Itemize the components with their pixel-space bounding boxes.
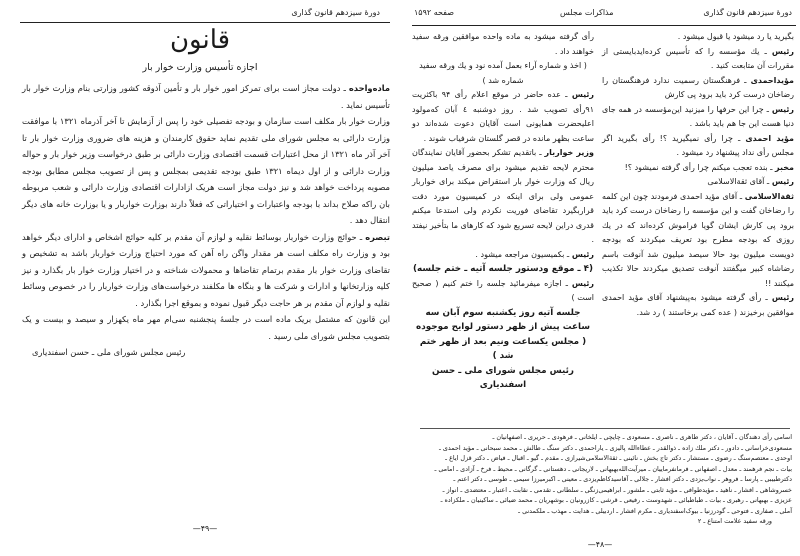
speech-text: ـ فرهنگستان رسمیت ندارد فرهنگستان را رضاخان درست کرد باید برود پی کارش <box>602 75 794 99</box>
speech <box>412 88 594 146</box>
speaker: وزیر خواربار <box>544 148 594 157</box>
speech <box>412 30 594 59</box>
page-header-title: مذاکرات مجلس <box>560 8 614 17</box>
speaker: رئیس <box>771 104 794 114</box>
note-paragraph <box>22 229 390 312</box>
right-page <box>400 0 800 556</box>
speaker: رئیس <box>771 46 794 56</box>
speaker: رئیس <box>571 278 594 288</box>
article-paragraph <box>22 80 390 113</box>
speech <box>602 45 794 74</box>
speech-text: ـ اجازه میفرمائید جلسه را ختم کنیم ( صحیح است ) <box>412 278 594 302</box>
voter-line: خسروشاهی ـ افشار ـ ناهید ـ مؤیدطوافی ـ مؤید ثابتی ـ ملشور ـ ابراهیمی‌زنگی ـ سلطانی ـ تقدمی ـ نقابت ـ اعتبار ـ معتضدی ـ انواز ـ <box>442 485 792 494</box>
speech <box>602 161 794 176</box>
header-rule <box>412 25 796 26</box>
speech-text: ـ آقای ثقة‌الاسلامی <box>707 177 772 186</box>
speech <box>602 190 794 292</box>
paragraph-lead: ماده‌واحده <box>348 83 390 93</box>
speaker: رئیس <box>571 90 594 99</box>
column-right <box>602 30 794 320</box>
voter-line: آملی ـ صفاری ـ فتوحی ـ گودرزنیا ـ بیوک‌اسفندیاری ـ مکرم افشار ـ اردبیلی ـ هدایت ـ مهذب ـ ملکمدنی ـ <box>518 506 792 515</box>
left-page-header: دورهٔ سیزدهم قانون گذاری <box>291 8 380 17</box>
speaker: مؤید احمدی <box>745 133 795 143</box>
speaker: رئیس <box>571 249 594 259</box>
speech-text: ـ عده حاضر در موقع اعلام رأی ۹۴ باکثریت ۹۱رأی تصویب شد . روز دوشنبه ٤ آبان که‌مولود اعلیحضرت همایونی است آقایان دعوت شده‌اند دو ساعت بظهر مانده در قصر گلستان شرفیاب شوند . <box>412 90 595 143</box>
law-body <box>22 80 390 361</box>
page-number: —۴۹— <box>192 524 218 533</box>
article-paragraph <box>22 113 390 229</box>
header-rule <box>20 22 390 23</box>
speech-text: ـ بکمیسیون مراجعه میشود . <box>475 249 572 259</box>
speaker: رئیس <box>771 293 794 302</box>
paragraph-text: ـ حوائج وزارت خواربار بوسائط نقلیه و لوازم آن مقدم بر کلیه حوائج اشخاص و ادارای دیگر خواهد بود و وزارت راه مکلف است هر مقدار واگن راه آهن که مورد احتیاج وزارت خواربار باشد به تشخیص و تقاضای وزارت خوار بار مقدم برتمام تقاضاها و محمولات شناخته و در اختیار وزارت خوار بار بگذارد و نیز کلیه وزارتخانها و ادارات و شرکت ها و بنگاه ها مکلفند درخواست‌های وزارت خواربار را در خصوص وسائط نقلیه و لوازم آن مقدم بر هر حاجت دیگر قبول نموده و بموقع اجرا بگذارد . <box>22 231 390 308</box>
speech <box>602 291 794 320</box>
law-title: قانون <box>169 25 231 55</box>
vote-note <box>412 59 594 88</box>
page-header-page-number: صفحه ۱۵۹۲ <box>414 8 455 17</box>
voter-line: مسعودی‌خراسانی ـ دادور ـ دکتر ملك زاده ـ ذوالقدر ـ عطاءالله پالیزی ـ یاراحمدی ـ دکتر سنگ ـ طالش ـ محمد سبحانی ـ مؤید احمدی ـ <box>439 443 792 452</box>
speech <box>602 74 794 103</box>
speech <box>602 132 794 161</box>
votes-footnote <box>420 432 792 527</box>
speech-text: ـ یك مؤسسه را که تأسیس کرده‌اید‌بایستی از مقررات آن متابعت کنید . <box>602 46 794 70</box>
column-left <box>412 30 594 393</box>
law-subtitle: اجازه تأسیس وزارت خوار بار <box>142 62 258 73</box>
speech-text: بگیرید یا رد میشود یا قبول میشود . <box>677 32 794 41</box>
section-heading: (۴ ـ موقع ودستور جلسه آتیه ـ ختم جلسه) <box>413 264 593 274</box>
speech-text: ـ چرا رأی نمیگیرید ؟! رأی بگیرید اگر مجلس رأی نداد پیشنهاد رد میشود . <box>602 133 794 157</box>
speech-text: ـ باتقدیم تشکر بحضور آقایان نمایندگان محترم لایحه تقدیم میشود برای مصرف یاصد میلیون ریال که وزارت خوار بار استقراض میکند برای خواربار عمومی ولی برای اینکه در کمیسیون مورد دقت قراربگیرد تقاضای فوریت نکردم ولی استدعا میکنم قدری دراین لایحه تسریع شود که کارهای ما بتأخیر نیفتد . <box>412 148 594 244</box>
page-header-session: دورهٔ سیزدهم قانون گذاری <box>703 8 792 17</box>
speaker: رئیس <box>771 177 794 186</box>
voter-line: عزیزی ـ بهبهانی ـ رهبری ـ بیات ـ طباطبائی ـ شهدوست ـ رفیعی ـ قرشی ـ کازرونیان ـ بوشهریان ـ محمد ضیائی ـ ساکینیان ـ ملکزاده ـ <box>440 496 792 504</box>
speech-text: ـ بنده تعجب میکنم چرا رأی گرفته نمیشود ؟! <box>624 162 776 172</box>
footnote-rule <box>420 428 790 429</box>
voter-line: بیات ـ نجم فرهمند ـ معدل ـ اصفهانی ـ فرمانفرماییان ـ میرآیت‌الله‌بهبهانی ـ لاریجانی ـ دهستانی ـ گرگانی ـ محیط ـ فرخ ـ آزادی ـ امامی ـ <box>434 464 792 473</box>
speaker: ثقةالاسلامی <box>744 191 794 201</box>
speech-text: ـ آقای مؤید احمدی فرمودند چون این کلمه را رضاخان گفت و این مؤسسه را رضاخان درست کرد باید برود پی کارش ایشان گویا فراموش کرده‌اند که در یك روزی که بودجه مطرح بود تعریف میکردند که بودجه دویست میلیون بود حالا سیصد میلیون شد آنوقت باسم رضاشاه کبیر میگفتند آنوقت تصدیق میکردند حالا تکذیب میکنند !! <box>602 191 794 288</box>
speaker: مخبر <box>775 162 794 172</box>
speech <box>602 103 794 132</box>
speech-text: رأی گرفته میشود به ماده واحده موافقین ورقه سفید خواهند داد . <box>412 32 594 56</box>
enactment-paragraph <box>22 311 390 344</box>
voter-line: اسامی رأی دهندگان ـ آقایان ، دکتر طاهری ـ ناصری ـ مسعودی ـ چایچی ـ ایلخانی ـ فرهودی ـ حریری ـ اصفهانیان ـ <box>492 433 792 441</box>
paragraph-lead: تبصره <box>365 231 390 242</box>
paragraph-text: وزارت خوار بار مکلف است سازمان و بودجه تفصیلی خود را پس از آزمایش تا آخر آذرماه ۱۳۲۱ با موافقت وزارت دارائی به مجلس شورای ملی تقدیم نماید حقوق کارمندان و هزینه های ضروری وزارت خوار بار تا آخر آذر ماه ۱۳۲۱ از محل اعتبارات قسمت اقتصادی وزارت دارائی بر طبق درخواست وزیر خوار بار و حواله وزارت دارائی و از اول دیماه ۱۳۲۱ طبق بودجه تقدیمی بمجلس و پس از تصویب مجلس مطابق بودجه مصوبه پرداخت خواهد شد و نیز دولت مجاز است هریک ازادارات اقتصادی وزارت دارائی و شعب مربوطه بان راکه صلاح بداند با بودجه واعتبارات و اختیاراتی که فعلاً دارند بوزارت خواربار و یا بوزارت خانه های دیگر انتقال دهد . <box>22 116 390 225</box>
speech-text: ـ چرا این حرفها را میزنید این‌مؤسسه در همه جای دنیا هست این جا هم باید باشد . <box>602 104 794 128</box>
paragraph-text: این قانون که مشتمل بریک ماده است در جلسهٔ پنجشنبه سی‌ام مهر ماه یکهزار و سیصد و بیست و یک بتصویب مجلس شورای ملی رسید . <box>22 314 390 341</box>
speech <box>602 175 794 190</box>
page-number: —۴۸— <box>587 540 613 549</box>
vote-note-text: ( اخذ و شماره آراء بعمل آمده نود و یك ورقه سفید شماره شد ) <box>419 61 587 85</box>
speaker: مؤیداحمدی <box>750 75 794 85</box>
speech <box>412 277 594 306</box>
voter-line: دکترطبیبی ـ پارسا ـ فروهر ـ نواب‌یزدی ـ دکتر افشار ـ جلالی ـ آقاسید‌کاظم‌یزدی ـ معینی ـ اکبر‌میرزا سیمی ـ طوسی ـ دکتر اعتم ـ <box>453 475 792 483</box>
speech-text: ـ رأی گرفته میشود به‌پیشنهاد آقای مؤید احمدی موافقین برخیزند ( عده کمی برخاستند ) رد شد. <box>602 293 794 317</box>
paragraph-text: ـ دولت مجاز است برای تمرکز امور خوار بار و تأمین آذوقه کشور وزارتی بنام وزارت خوار بار تأسیس نماید . <box>22 83 390 110</box>
voter-line: اوحدی ـ معتصم‌سنگ ـ رضوی ـ مستشار ـ دکتر تاج بخش ـ نائینی ـ ثقةالاسلامی‌شیرازی ـ مقدم ـ گیو ـ اقبال ـ فیاض ـ دکتر قزل ایاغ ـ <box>445 454 792 462</box>
speech <box>412 146 594 248</box>
closing-signature: رئیس مجلس شورای ملی ـ حسن اسفندیاری <box>432 365 574 390</box>
speech <box>602 30 794 45</box>
speech <box>412 248 594 263</box>
next-session-notice: جلسه آتیه روز یکشنبه سوم آبان سه ساعت پیش از ظهر دستور لوایح موجوده <box>416 307 590 332</box>
abstention-line: ورقه سفید علامت امتناع ـ ۲ <box>697 517 772 525</box>
signature: رئیس مجلس شورای ملی ـ حسن اسفندیاری <box>32 347 186 357</box>
session-closed-note: ( مجلس یکساعت ونیم بعد از ظهر ختم شد ) <box>419 336 587 361</box>
